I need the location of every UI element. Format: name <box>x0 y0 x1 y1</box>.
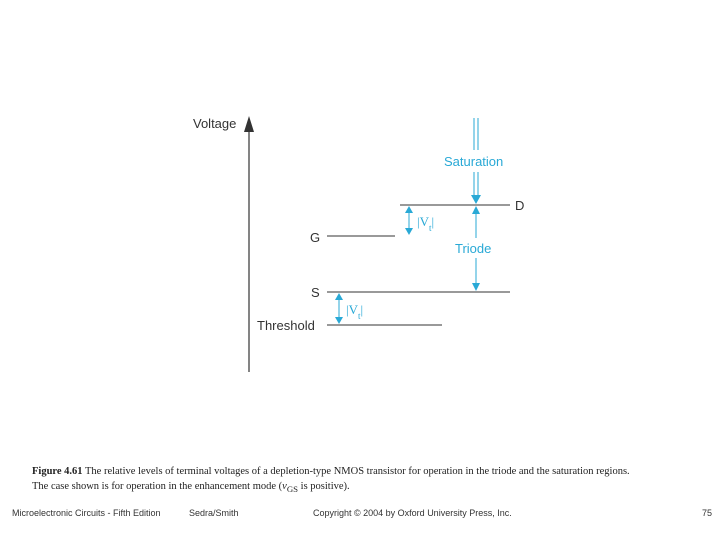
footer-copyright: Copyright © 2004 by Oxford University Press, Inc. <box>313 508 512 518</box>
vt-label-gd: $|V_t|$ <box>417 214 435 233</box>
vt-label-st: $|V_t|$ <box>346 302 364 321</box>
vt-arrow-gd-head-up <box>405 206 413 213</box>
vt-arrow-st-head-up <box>335 293 343 300</box>
vt-arrow-gd-head-down <box>405 228 413 235</box>
saturation-arrowhead <box>471 195 481 204</box>
footer-book-title: Microelectronic Circuits - Fifth Edition <box>12 508 161 518</box>
caption-text-before: The relative levels of terminal voltages of a depletion-type NMOS transistor for operation in the triode and the saturation regions. The case shown is for operation in the enhancement mode ( <box>32 466 630 492</box>
footer-authors: Sedra/Smith <box>189 508 239 518</box>
triode-label: Triode <box>455 241 492 256</box>
figure-number: Figure 4.61 <box>32 466 83 477</box>
level-label-d: D <box>515 198 525 213</box>
caption-vgs: v <box>282 481 287 492</box>
footer-page-number: 75 <box>702 508 713 518</box>
caption-vgs-subscript: GS <box>286 484 299 495</box>
figure-caption <box>32 464 632 497</box>
level-label-threshold: Threshold <box>257 318 315 333</box>
triode-arrowhead-up <box>472 206 480 214</box>
level-label-g: G <box>310 230 321 245</box>
axis-label: Voltage <box>193 116 237 131</box>
vt-arrow-st-head-down <box>335 317 343 324</box>
triode-arrowhead-down <box>472 283 480 291</box>
caption-text-after: is positive). <box>298 481 350 492</box>
saturation-label: Saturation <box>444 154 504 169</box>
voltage-axis-arrowhead <box>244 116 254 132</box>
level-label-s: S <box>311 285 320 300</box>
